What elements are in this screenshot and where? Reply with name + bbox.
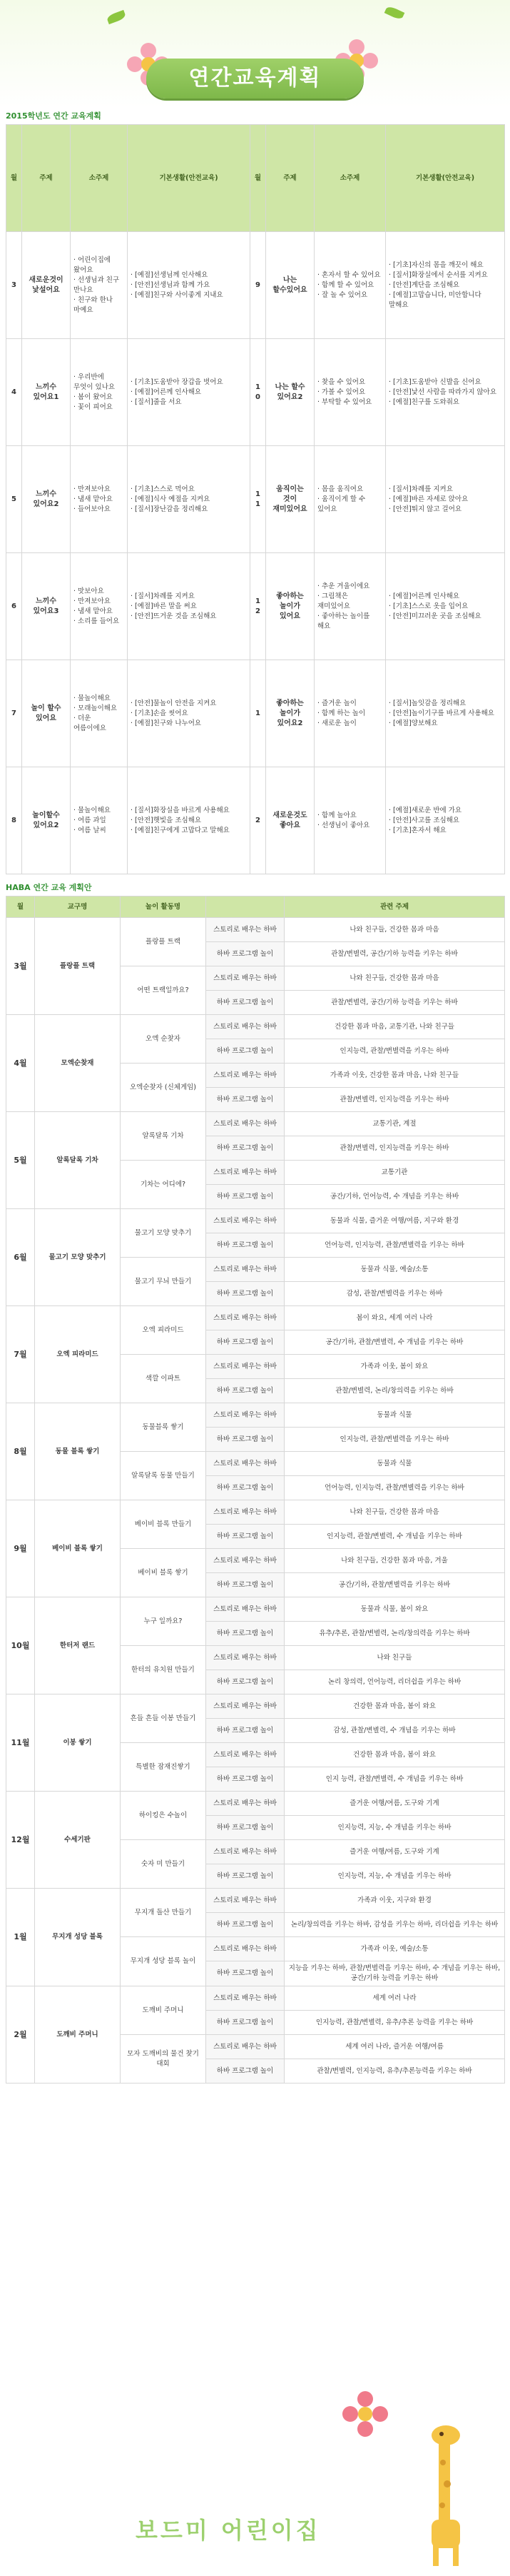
flower-icon [342, 2391, 388, 2437]
program-type-cell: 스토리로 배우는 하바 [206, 1500, 285, 1525]
tool-name-cell: 오엑 피라미드 [35, 1306, 121, 1403]
program-type-cell: 스토리로 배우는 하바 [206, 1161, 285, 1185]
tool-name-cell: 알록달록 기차 [35, 1112, 121, 1209]
table-row [6, 232, 505, 339]
program-type-cell: 스토리로 배우는 하바 [206, 1015, 285, 1039]
topic-cell: 인지능력, 관찰/변별력, 유추/추론 능력을 키우는 하바 [285, 2011, 505, 2035]
month-cell: 1월 [6, 1889, 35, 1986]
theme-cell: 놀이 할수 있어요 [22, 660, 71, 767]
activity-name-cell: 무지개 돌산 만들기 [121, 1889, 206, 1937]
tool-name-cell: 무지개 성당 블록 [35, 1889, 121, 1986]
topic-cell: 나와 친구들, 건강한 몸과 마음 [285, 918, 505, 942]
topic-cell: 교통기관 [285, 1161, 505, 1185]
col-header [206, 896, 285, 918]
col-header: 기본생활(안전교육) [386, 125, 505, 232]
topic-cell: 가족과 이웃, 건강한 몸과 마음, 나와 친구들 [285, 1064, 505, 1088]
topic-cell: 나와 친구들, 건강한 몸과 마음 [285, 1500, 505, 1525]
program-type-cell: 스토리로 배우는 하바 [206, 1549, 285, 1573]
topic-cell: 감성, 관찰/변별력, 수 개념을 키우는 하바 [285, 1719, 505, 1743]
table-row [6, 553, 505, 660]
program-type-cell: 하바 프로그램 놀이 [206, 1330, 285, 1355]
activity-name-cell: 누구 일까요? [121, 1597, 206, 1646]
leaf-decoration [106, 10, 127, 24]
month-cell: 5월 [6, 1112, 35, 1209]
topic-cell: 세계 여러 나라 [285, 1986, 505, 2011]
program-type-cell: 스토리로 배우는 하바 [206, 966, 285, 991]
activity-name-cell: 한터의 유치원 만들기 [121, 1646, 206, 1694]
table-row [6, 339, 505, 446]
table-row [6, 1209, 505, 1233]
basic-life-cell: · [예절]선생님께 인사해요 · [안전]선생님과 함께 가요 · [예절]친구와 사이좋게 지내요 [128, 232, 250, 339]
col-header: 소주제 [71, 125, 128, 232]
table-row [6, 1112, 505, 1136]
topic-cell: 나와 친구들 [285, 1646, 505, 1670]
program-type-cell: 하바 프로그램 놀이 [206, 1039, 285, 1064]
topic-cell: 가족과 이웃, 예술/소통 [285, 1937, 505, 1961]
topic-cell: 공간/기하, 관찰/변별력, 수 개념을 키우는 하바 [285, 1330, 505, 1355]
activity-name-cell: 플랑플 트랙 [121, 918, 206, 966]
activity-name-cell: 색깔 이파트 [121, 1355, 206, 1403]
topic-cell: 관찰/변별력, 공간/기하 능력을 키우는 하바 [285, 942, 505, 966]
month-cell: 3월 [6, 918, 35, 1015]
table-row [6, 1403, 505, 1428]
activity-name-cell: 물고기 모양 맞추기 [121, 1209, 206, 1258]
footer [0, 2377, 510, 2576]
month-cell: 2월 [6, 1986, 35, 2083]
program-type-cell: 스토리로 배우는 하바 [206, 1792, 285, 1816]
col-header: 관련 주제 [285, 896, 505, 918]
basic-life-cell: · [안전]물놀이 안전을 지켜요 · [기초]손을 씻어요 · [예절]친구와 나누어요 [128, 660, 250, 767]
tool-name-cell: 모엑순찾재 [35, 1015, 121, 1112]
month-cell: 2 [250, 767, 266, 874]
topic-cell: 인지능력, 지능, 수 개념을 키우는 하바 [285, 1864, 505, 1889]
topic-cell: 인지능력, 관찰/변별력을 키우는 하바 [285, 1039, 505, 1064]
program-type-cell: 스토리로 배우는 하바 [206, 1646, 285, 1670]
program-type-cell: 하바 프로그램 놀이 [206, 1476, 285, 1500]
program-type-cell: 하바 프로그램 놀이 [206, 1379, 285, 1403]
table-row [6, 1694, 505, 1719]
topic-cell: 동물과 식물, 예술/소통 [285, 1258, 505, 1282]
basic-life-cell: · [예절]새로운 반에 가요 · [안전]사고를 조심해요 · [기초]혼자서 해요 [386, 767, 505, 874]
month-cell: 11 [250, 446, 266, 553]
theme-cell: 새로운것이 낯설어요 [22, 232, 71, 339]
col-header: 놀이 활동명 [121, 896, 206, 918]
topic-cell: 동물과 식물 [285, 1452, 505, 1476]
topic-cell: 유추/추론, 관찰/변별력, 논리/창의력을 키우는 하바 [285, 1622, 505, 1646]
topic-cell: 즐거운 여행/여름, 도구와 기계 [285, 1792, 505, 1816]
month-cell: 10 [250, 339, 266, 446]
subtheme-cell: · 함께 놀아요 · 선생님이 좋아요 [315, 767, 386, 874]
activity-name-cell: 오엑 순찾자 [121, 1015, 206, 1064]
subtheme-cell: · 즐거운 놀이 · 함께 하는 놀이 · 새로운 놀이 [315, 660, 386, 767]
theme-cell: 좋아하는 놀이가 있어요2 [266, 660, 315, 767]
month-cell: 9월 [6, 1500, 35, 1597]
program-type-cell: 스토리로 배우는 하바 [206, 2035, 285, 2059]
footer-title: 보드미 어린이집 [136, 2517, 321, 2544]
col-header: 기본생활(안전교육) [128, 125, 250, 232]
table-row [6, 660, 505, 767]
col-header: 월 [250, 125, 266, 232]
topic-cell: 건강한 몸과 마음, 교통기관, 나와 친구들 [285, 1015, 505, 1039]
basic-life-cell: · [예절]어른께 인사해요 · [기초]스스로 옷을 입어요 · [안전]미끄러운 곳을 조심해요 [386, 553, 505, 660]
topic-cell: 언어능력, 인지능력, 관찰/변별력을 키우는 하바 [285, 1476, 505, 1500]
program-type-cell: 하바 프로그램 놀이 [206, 1088, 285, 1112]
theme-cell: 나는 할수있어요 [266, 232, 315, 339]
subtheme-cell: · 혼자서 할 수 있어요 · 함께 할 수 있어요 · 잘 놀 수 있어요 [315, 232, 386, 339]
header [0, 0, 510, 107]
col-header: 소주제 [315, 125, 386, 232]
activity-name-cell: 기차는 어디에? [121, 1161, 206, 1209]
table-row [6, 767, 505, 874]
table-row [6, 1986, 505, 2011]
theme-cell: 새로운것도 좋아요 [266, 767, 315, 874]
subtheme-cell: · 만져보아요 · 냄새 맡아요 · 들어보아요 [71, 446, 128, 553]
theme-cell: 느끼수 있어요3 [22, 553, 71, 660]
giraffe-icon [410, 2420, 474, 2570]
table-row [6, 1889, 505, 1913]
theme-cell: 움직이는 것이 재미있어요 [266, 446, 315, 553]
subtheme-cell: · 물놀이해요 · 여름 과일 · 여름 날씨 [71, 767, 128, 874]
tool-name-cell: 베이비 블록 쌓기 [35, 1500, 121, 1597]
month-cell: 7 [6, 660, 22, 767]
col-header: 교구명 [35, 896, 121, 918]
program-type-cell: 하바 프로그램 놀이 [206, 1622, 285, 1646]
table-row [6, 1306, 505, 1330]
tool-name-cell: 동물 블록 쌓기 [35, 1403, 121, 1500]
basic-life-cell: · [기초]스스로 먹어요 · [예절]식사 예절을 지켜요 · [질서]장난감을 정리해요 [128, 446, 250, 553]
month-cell: 3 [6, 232, 22, 339]
activity-name-cell: 숫자 미 만들기 [121, 1840, 206, 1889]
topic-cell: 건강한 몸과 마음, 봄이 와요 [285, 1694, 505, 1719]
program-type-cell: 하바 프로그램 놀이 [206, 1233, 285, 1258]
month-cell: 12 [250, 553, 266, 660]
month-cell: 11월 [6, 1694, 35, 1792]
theme-cell: 좋아하는 놀이가 있어요 [266, 553, 315, 660]
activity-name-cell: 물고기 무늬 만들기 [121, 1258, 206, 1306]
basic-life-cell: · [질서]차례를 지켜요 · [예절]바른 자세로 앉아요 · [안전]뛰지 않고 걸어요 [386, 446, 505, 553]
activity-name-cell: 베이비 블록 쌓기 [121, 1549, 206, 1597]
subtheme-cell: · 맛보아요 · 만져보아요 · 냄새 맡아요 · 소리를 들어요 [71, 553, 128, 660]
tool-name-cell: 수세기판 [35, 1792, 121, 1889]
topic-cell: 나와 친구들, 건강한 몸과 마음 [285, 966, 505, 991]
program-type-cell: 하바 프로그램 놀이 [206, 1816, 285, 1840]
program-type-cell: 하바 프로그램 놀이 [206, 991, 285, 1015]
topic-cell: 건강한 몸과 마음, 봄이 와요 [285, 1743, 505, 1767]
activity-name-cell: 동물블록 쌓기 [121, 1403, 206, 1452]
program-type-cell: 스토리로 배우는 하바 [206, 1937, 285, 1961]
topic-cell: 논리 창의력, 언어능력, 리더쉽을 키우는 하바 [285, 1670, 505, 1694]
program-type-cell: 스토리로 배우는 하바 [206, 1403, 285, 1428]
col-header: 주제 [22, 125, 71, 232]
basic-life-cell: · [기초]도움받아 신발을 신어요 · [안전]낯선 사람을 따라가지 않아요 · [예절]친구를 도와줘요 [386, 339, 505, 446]
month-cell: 6월 [6, 1209, 35, 1306]
program-type-cell: 하바 프로그램 놀이 [206, 2059, 285, 2083]
theme-cell: 나는 할수 있어요2 [266, 339, 315, 446]
activity-name-cell: 오엑 피라미드 [121, 1306, 206, 1355]
activity-name-cell: 오엑순찾자 (신체게임) [121, 1064, 206, 1112]
topic-cell: 가족과 이웃, 봄이 와요 [285, 1355, 505, 1379]
program-type-cell: 스토리로 배우는 하바 [206, 1209, 285, 1233]
annual-plan-table [6, 124, 505, 874]
month-cell: 4월 [6, 1015, 35, 1112]
program-type-cell: 스토리로 배우는 하바 [206, 1452, 285, 1476]
topic-cell: 가족과 이웃, 지구와 환경 [285, 1889, 505, 1913]
topic-cell: 교통기관, 계절 [285, 1112, 505, 1136]
program-type-cell: 스토리로 배우는 하바 [206, 1986, 285, 2011]
subtheme-cell: · 몸을 움직여요 · 움직이게 할 수 있어요 [315, 446, 386, 553]
activity-name-cell: 특별한 잠재진쌓기 [121, 1743, 206, 1792]
page-title: 연간교육계획 [146, 59, 364, 99]
activity-name-cell: 알록달록 기차 [121, 1112, 206, 1161]
topic-cell: 지능을 키우는 하바, 관찰/변별력을 키우는 하바, 수 개념을 키우는 하바, 공간/기하 능력을 키우는 하바 [285, 1961, 505, 1986]
month-cell: 9 [250, 232, 266, 339]
month-cell: 4 [6, 339, 22, 446]
topic-cell: 공간/기하, 언어능력, 수 개념을 키우는 하바 [285, 1185, 505, 1209]
topic-cell: 논리/창의력을 키우는 하바, 감성을 키우는 하바, 리더쉽을 키우는 하바 [285, 1913, 505, 1937]
topic-cell: 관찰/변별력, 인지능력을 키우는 하바 [285, 1136, 505, 1161]
table-row [6, 1792, 505, 1816]
program-type-cell: 하바 프로그램 놀이 [206, 1525, 285, 1549]
program-type-cell: 하바 프로그램 놀이 [206, 1670, 285, 1694]
program-type-cell: 스토리로 배우는 하바 [206, 918, 285, 942]
basic-life-cell: · [질서]화장실을 바르게 사용해요 · [안전]햇빛을 조심해요 · [예절]친구에게 고맙다고 말해요 [128, 767, 250, 874]
program-type-cell: 하바 프로그램 놀이 [206, 1961, 285, 1986]
theme-cell: 느끼수 있어요2 [22, 446, 71, 553]
program-type-cell: 스토리로 배우는 하바 [206, 1889, 285, 1913]
month-cell: 1 [250, 660, 266, 767]
program-type-cell: 하바 프로그램 놀이 [206, 1767, 285, 1792]
basic-life-cell: · [질서]놀잇감을 정리해요 · [안전]놀이기구를 바르게 사용해요 · [예절]양보해요 [386, 660, 505, 767]
basic-life-cell: · [기초]자신의 몸을 깨끗이 해요 · [질서]화장실에서 순서를 지켜요 · [안전]계단을 조심해요 · [예절]고맙습니다, 미안합니다 말해요 [386, 232, 505, 339]
topic-cell: 관찰/변별력, 인지능력을 키우는 하바 [285, 1088, 505, 1112]
month-cell: 8월 [6, 1403, 35, 1500]
topic-cell: 봄이 와요, 세계 여러 나라 [285, 1306, 505, 1330]
table-row [6, 1597, 505, 1622]
activity-name-cell: 모자 도깨비의 물건 찾기 대회 [121, 2035, 206, 2083]
program-type-cell: 스토리로 배우는 하바 [206, 1258, 285, 1282]
program-type-cell: 하바 프로그램 놀이 [206, 1282, 285, 1306]
topic-cell: 관찰/변별력, 인지능력, 유추/추론능력을 키우는 하바 [285, 2059, 505, 2083]
topic-cell: 인지 능력, 관찰/변별력, 수 개념을 키우는 하바 [285, 1767, 505, 1792]
col-header: 월 [6, 125, 22, 232]
subtheme-cell: · 우리반에 무엇이 있나요 · 봄이 왔어요 · 꽃이 피어요 [71, 339, 128, 446]
topic-cell: 인지능력, 관찰/변별력을 키우는 하바 [285, 1428, 505, 1452]
program-type-cell: 하바 프로그램 놀이 [206, 1573, 285, 1597]
topic-cell: 관찰/변별력, 논리/창의력을 키우는 하바 [285, 1379, 505, 1403]
tool-name-cell: 물고기 모양 맞추기 [35, 1209, 121, 1306]
topic-cell: 언어능력, 인지능력, 관찰/변별력을 키우는 하바 [285, 1233, 505, 1258]
topic-cell: 관찰/변별력, 공간/기하 능력을 키우는 하바 [285, 991, 505, 1015]
program-type-cell: 하바 프로그램 놀이 [206, 2011, 285, 2035]
theme-cell: 느끼수 있어요1 [22, 339, 71, 446]
program-type-cell: 스토리로 배우는 하바 [206, 1355, 285, 1379]
program-type-cell: 스토리로 배우는 하바 [206, 1597, 285, 1622]
subtheme-cell: · 찾을 수 있어요 · 가볼 수 있어요 · 부탁할 수 있어요 [315, 339, 386, 446]
activity-name-cell: 베이비 블록 만들기 [121, 1500, 206, 1549]
subtheme-cell: · 물놀이해요 · 모래놀이해요 · 더운 여름이에요 [71, 660, 128, 767]
plan-section-title: 2015학년도 연간 교육계획 [6, 111, 101, 121]
table-row [6, 446, 505, 553]
col-header: 주제 [266, 125, 315, 232]
program-type-cell: 스토리로 배우는 하바 [206, 1306, 285, 1330]
topic-cell: 동물과 식물, 봄이 와요 [285, 1597, 505, 1622]
subtheme-cell: · 어린이집에 왔어요 · 선생님과 친구 만나요 · 친구와 한나 마예요 [71, 232, 128, 339]
program-type-cell: 하바 프로그램 놀이 [206, 942, 285, 966]
subtheme-cell: · 추운 겨울이에요 · 그림책은 재미있어요 · 좋아하는 놀이를 해요 [315, 553, 386, 660]
topic-cell: 즐거운 여행/여름, 도구와 기계 [285, 1840, 505, 1864]
table-row [6, 1015, 505, 1039]
activity-name-cell: 하이킹은 수놀이 [121, 1792, 206, 1840]
program-type-cell: 스토리로 배우는 하바 [206, 1112, 285, 1136]
month-cell: 7월 [6, 1306, 35, 1403]
topic-cell: 감성, 관찰/변별력을 키우는 하바 [285, 1282, 505, 1306]
activity-name-cell: 도깨비 주머니 [121, 1986, 206, 2035]
leaf-decoration [384, 5, 405, 21]
month-cell: 12월 [6, 1792, 35, 1889]
theme-cell: 놀이할수 있어요2 [22, 767, 71, 874]
month-cell: 10월 [6, 1597, 35, 1694]
program-type-cell: 스토리로 배우는 하바 [206, 1840, 285, 1864]
topic-cell: 나와 친구들, 건강한 몸과 마음, 겨울 [285, 1549, 505, 1573]
table-row [6, 918, 505, 942]
program-type-cell: 하바 프로그램 놀이 [206, 1864, 285, 1889]
program-type-cell: 하바 프로그램 놀이 [206, 1185, 285, 1209]
tool-name-cell: 한터저 랜드 [35, 1597, 121, 1694]
topic-cell: 공간/기하, 관찰/변별력을 키우는 하바 [285, 1573, 505, 1597]
activity-name-cell: 무지개 성당 블록 놀이 [121, 1937, 206, 1986]
topic-cell: 인지능력, 관찰/변별력, 수 개념을 키우는 하바 [285, 1525, 505, 1549]
program-type-cell: 스토리로 배우는 하바 [206, 1694, 285, 1719]
activity-name-cell: 어떤 트랙일까요? [121, 966, 206, 1015]
topic-cell: 인지능력, 지능, 수 개념을 키우는 하바 [285, 1816, 505, 1840]
topic-cell: 세계 여러 나라, 즐거운 여행/여름 [285, 2035, 505, 2059]
tool-name-cell: 플랑플 트랙 [35, 918, 121, 1015]
program-type-cell: 하바 프로그램 놀이 [206, 1428, 285, 1452]
topic-cell: 동물과 식물 [285, 1403, 505, 1428]
haba-plan-table [6, 896, 505, 2083]
month-cell: 6 [6, 553, 22, 660]
program-type-cell: 하바 프로그램 놀이 [206, 1913, 285, 1937]
program-type-cell: 하바 프로그램 놀이 [206, 1719, 285, 1743]
tool-name-cell: 이봉 쌓기 [35, 1694, 121, 1792]
activity-name-cell: 흔들 흔들 이봉 만들기 [121, 1694, 206, 1743]
activity-name-cell: 알록달록 동물 만들기 [121, 1452, 206, 1500]
basic-life-cell: · [기초]도움받아 장갑을 벗어요 · [예절]어른께 인사해요 · [질서]줄을 서요 [128, 339, 250, 446]
month-cell: 8 [6, 767, 22, 874]
table-row [6, 1500, 505, 1525]
tool-name-cell: 도깨비 주머니 [35, 1986, 121, 2083]
basic-life-cell: · [질서]차례를 지켜요 · [예절]바른 말을 써요 · [안전]뜨거운 것을 조심해요 [128, 553, 250, 660]
col-header: 월 [6, 896, 35, 918]
program-type-cell: 하바 프로그램 놀이 [206, 1136, 285, 1161]
topic-cell: 동물과 식물, 즐거운 여행/여름, 지구와 환경 [285, 1209, 505, 1233]
program-type-cell: 스토리로 배우는 하바 [206, 1064, 285, 1088]
program-type-cell: 스토리로 배우는 하바 [206, 1743, 285, 1767]
month-cell: 5 [6, 446, 22, 553]
haba-section-title: HABA 연간 교육 계획안 [6, 883, 92, 892]
